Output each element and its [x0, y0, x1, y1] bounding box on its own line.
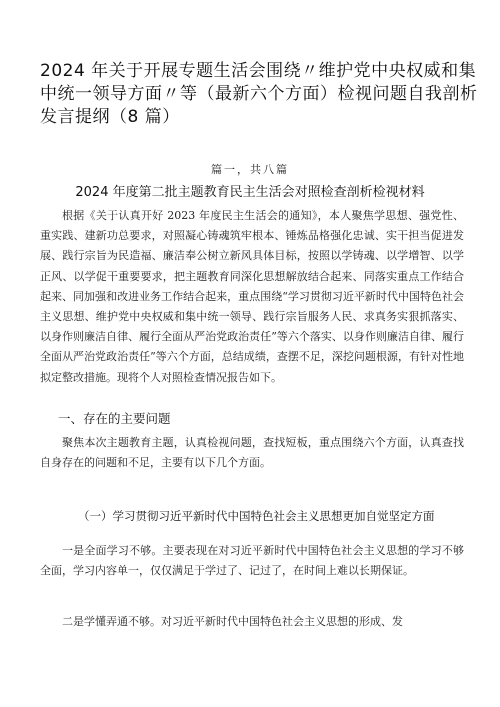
intro-paragraph: 根据《关于认真开好 2023 年度民主生活会的通知》，本人聚焦学思想、强党性、重实践、建新功总要求，对照凝心铸魂筑牢根本、锤炼品格强化忠诚、实干担当促进发展、践行宗旨为民造福、廉洁奉公树立新风具体目标，按照以学铸魂、以学增智、以学正风、以学促干重要要求，把主题教育同深化思想解放结合起来、同落实重点工作结合起来、同加强和改进业务工作结合起来，重点围绕“学习贯彻习近平新时代中国特色社会主义思想、维护党中央权威和集中统一领导、践行宗旨服务人民、求真务实狠抓落实、以身作则廉洁自律、履行全面从严治党政治责任”等六个落实、以身作则廉洁自律、履行全面从严治党政治责任”等六个方面，总结成绩，查摆不足，深挖问题根源，有针对性地拟定整改措施。现将个人对照检查情况报告如下。: [40, 209, 464, 384]
heading-section-one: （一）学习贯彻习近平新时代中国特色社会主义思想更加自觉坚定方面: [78, 509, 435, 523]
document-subtitle: 2024 年度第二批主题教育民主生活会对照检查剖析检视材料: [75, 185, 425, 200]
paragraph-point-one: 一是全面学习不够。主要表现在对习近平新时代中国特色社会主义思想的学习不够全面，学习内容单一，仅仅满足于学过了、记过了，在时间上难以长期保证。: [40, 544, 464, 578]
paragraph-point-two: 二是学懂弄通不够。对习近平新时代中国特色社会主义思想的形成、发: [62, 615, 403, 628]
section-label: 篇一，共八篇: [211, 163, 289, 176]
problems-intro-paragraph: 聚焦本次主题教育主题，认真检视问题，查找短板，重点围绕六个方面，认真查找自身存在的问题和不足，主要有以下几个方面。: [40, 436, 464, 470]
heading-main-problems: 一、存在的主要问题: [58, 411, 171, 426]
document-title: 2024 年关于开展专题生活会围绕〃维护党中央权威和集中统一领导方面〃等（最新六个方面）检视问题自我剖析发言提纲（8 篇）: [40, 61, 478, 127]
